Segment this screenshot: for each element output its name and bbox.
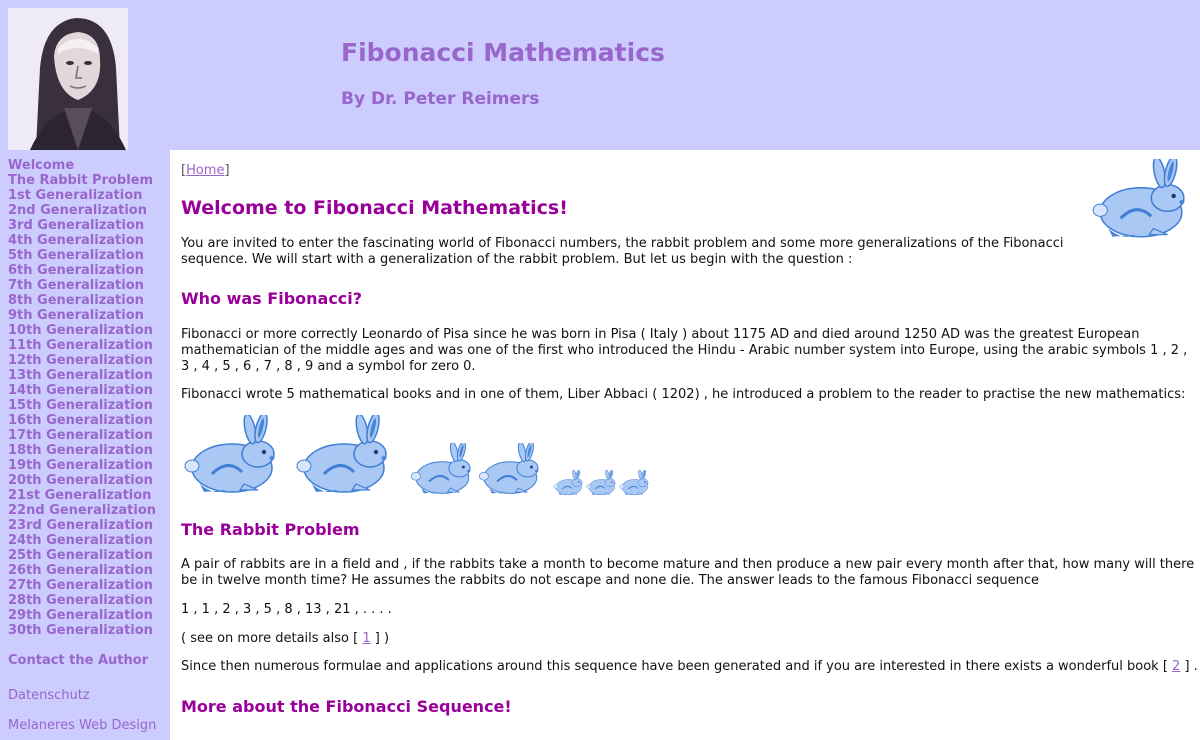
sidebar-item-gen-8[interactable]: 8th Generalization bbox=[8, 293, 144, 308]
who-line-1: Fibonacci or more correctly Leonardo of Pisa since he was born in Pisa ( Italy ) about 1175 AD and died around 1250 AD was the greatest European bbox=[181, 327, 1140, 342]
books-line: Fibonacci wrote 5 mathematical books and in one of them, Liber Abbaci ( 1202) , he introduced a problem to the reader to practise the new mathematics: bbox=[181, 387, 1186, 402]
rabbit-problem-heading: The Rabbit Problem bbox=[181, 520, 360, 539]
sidebar-item-gen-26[interactable]: 26th Generalization bbox=[8, 563, 153, 578]
sidebar-item-gen-6[interactable]: 6th Generalization bbox=[8, 263, 144, 278]
sidebar-item-gen-1[interactable]: 1st Generalization bbox=[8, 188, 143, 203]
main-content bbox=[170, 150, 1200, 740]
rabbit-icon bbox=[408, 443, 474, 495]
see-more-suffix: ] ) bbox=[370, 631, 390, 646]
sidebar-item-gen-28[interactable]: 28th Generalization bbox=[8, 593, 153, 608]
site-subtitle: By Dr. Peter Reimers bbox=[341, 89, 540, 109]
since-prefix: Since then numerous formulae and applications around this sequence have been generated and if you are interested in there exists a wonderful book [ bbox=[181, 659, 1173, 674]
sidebar-item-rabbit-problem[interactable]: The Rabbit Problem bbox=[8, 173, 154, 188]
sidebar-item-gen-18[interactable]: 18th Generalization bbox=[8, 443, 153, 458]
intro-line-2: sequence. We will start with a generalization of the rabbit problem. But let us begin with the question : bbox=[181, 252, 853, 267]
since-suffix: ] . bbox=[1180, 659, 1198, 674]
sidebar-item-contact[interactable]: Contact the Author bbox=[8, 653, 149, 668]
sidebar-menu bbox=[8, 158, 156, 638]
sidebar-item-webdesign[interactable]: Melaneres Web Design bbox=[8, 718, 157, 733]
rabbit-icon bbox=[1088, 159, 1190, 239]
reference-link-1[interactable]: 1 bbox=[362, 631, 371, 646]
sidebar-item-gen-4[interactable]: 4th Generalization bbox=[8, 233, 144, 248]
fibonacci-portrait-icon bbox=[8, 8, 128, 150]
who-heading: Who was Fibonacci? bbox=[181, 289, 363, 308]
sidebar-item-gen-29[interactable]: 29th Generalization bbox=[8, 608, 153, 623]
sidebar-item-gen-25[interactable]: 25th Generalization bbox=[8, 548, 153, 563]
rabbit-icon bbox=[180, 415, 280, 495]
sidebar-item-gen-21[interactable]: 21st Generalization bbox=[8, 488, 152, 503]
sidebar-item-gen-10[interactable]: 10th Generalization bbox=[8, 323, 153, 338]
sidebar-item-welcome[interactable]: Welcome bbox=[8, 158, 75, 173]
sidebar-item-gen-11[interactable]: 11th Generalization bbox=[8, 338, 153, 353]
sidebar-item-gen-7[interactable]: 7th Generalization bbox=[8, 278, 144, 293]
reference-link-2[interactable]: 2 bbox=[1172, 659, 1181, 674]
rabbit-icon bbox=[585, 470, 617, 496]
sidebar-item-gen-17[interactable]: 17th Generalization bbox=[8, 428, 153, 443]
see-more-line bbox=[181, 631, 389, 647]
rabbit-icon bbox=[618, 470, 650, 496]
welcome-heading: Welcome to Fibonacci Mathematics! bbox=[181, 197, 568, 219]
who-line-3: 3 , 4 , 5 , 6 , 7 , 8 , 9 and a symbol for zero 0. bbox=[181, 359, 476, 374]
sidebar-item-gen-24[interactable]: 24th Generalization bbox=[8, 533, 153, 548]
see-more-prefix: ( see on more details also [ bbox=[181, 631, 363, 646]
sidebar-item-gen-19[interactable]: 19th Generalization bbox=[8, 458, 153, 473]
rabbit-line-1: A pair of rabbits are in a field and , if the rabbits take a month to become mature and then produce a new pair every month after that, how many will there bbox=[181, 557, 1195, 572]
sidebar bbox=[0, 150, 170, 740]
breadcrumb-open: [ bbox=[181, 163, 187, 178]
sidebar-item-gen-15[interactable]: 15th Generalization bbox=[8, 398, 153, 413]
sidebar-item-gen-9[interactable]: 9th Generalization bbox=[8, 308, 144, 323]
sidebar-item-gen-14[interactable]: 14th Generalization bbox=[8, 383, 153, 398]
rabbit-icon bbox=[476, 443, 542, 495]
sidebar-item-gen-20[interactable]: 20th Generalization bbox=[8, 473, 153, 488]
sidebar-item-privacy[interactable]: Datenschutz bbox=[8, 688, 90, 703]
rabbit-icon bbox=[552, 470, 584, 496]
intro-line-1: You are invited to enter the fascinating world of Fibonacci numbers, the rabbit problem and some more generalizations of the Fibonacci bbox=[181, 236, 1064, 251]
sidebar-item-gen-12[interactable]: 12th Generalization bbox=[8, 353, 153, 368]
breadcrumb-close: ] bbox=[224, 163, 230, 178]
breadcrumb bbox=[181, 163, 230, 179]
rabbit-line-2: be in twelve month time? He assumes the rabbits do not escape and none die. The answer leads to the famous Fibonacci sequence bbox=[181, 573, 1040, 588]
sidebar-item-gen-13[interactable]: 13th Generalization bbox=[8, 368, 153, 383]
sidebar-item-gen-30[interactable]: 30th Generalization bbox=[8, 623, 153, 638]
sidebar-item-gen-3[interactable]: 3rd Generalization bbox=[8, 218, 145, 233]
rabbit-icon bbox=[292, 415, 392, 495]
sidebar-item-gen-2[interactable]: 2nd Generalization bbox=[8, 203, 147, 218]
more-heading: More about the Fibonacci Sequence! bbox=[181, 697, 512, 716]
header bbox=[0, 0, 1200, 150]
sidebar-item-gen-22[interactable]: 22nd Generalization bbox=[8, 503, 157, 518]
sidebar-item-gen-27[interactable]: 27th Generalization bbox=[8, 578, 153, 593]
home-link[interactable]: Home bbox=[186, 163, 225, 178]
since-line bbox=[181, 659, 1198, 675]
sidebar-item-gen-5[interactable]: 5th Generalization bbox=[8, 248, 144, 263]
site-title: Fibonacci Mathematics bbox=[341, 38, 665, 67]
fibonacci-sequence: 1 , 1 , 2 , 3 , 5 , 8 , 13 , 21 , . . . . bbox=[181, 602, 392, 617]
sidebar-item-gen-16[interactable]: 16th Generalization bbox=[8, 413, 153, 428]
sidebar-item-gen-23[interactable]: 23rd Generalization bbox=[8, 518, 154, 533]
who-line-2: mathematician of the middle ages and was one of the first who introduced the Hindu - Arabic number system into Europe, using the arabic symbols 1 , 2 , bbox=[181, 343, 1188, 358]
